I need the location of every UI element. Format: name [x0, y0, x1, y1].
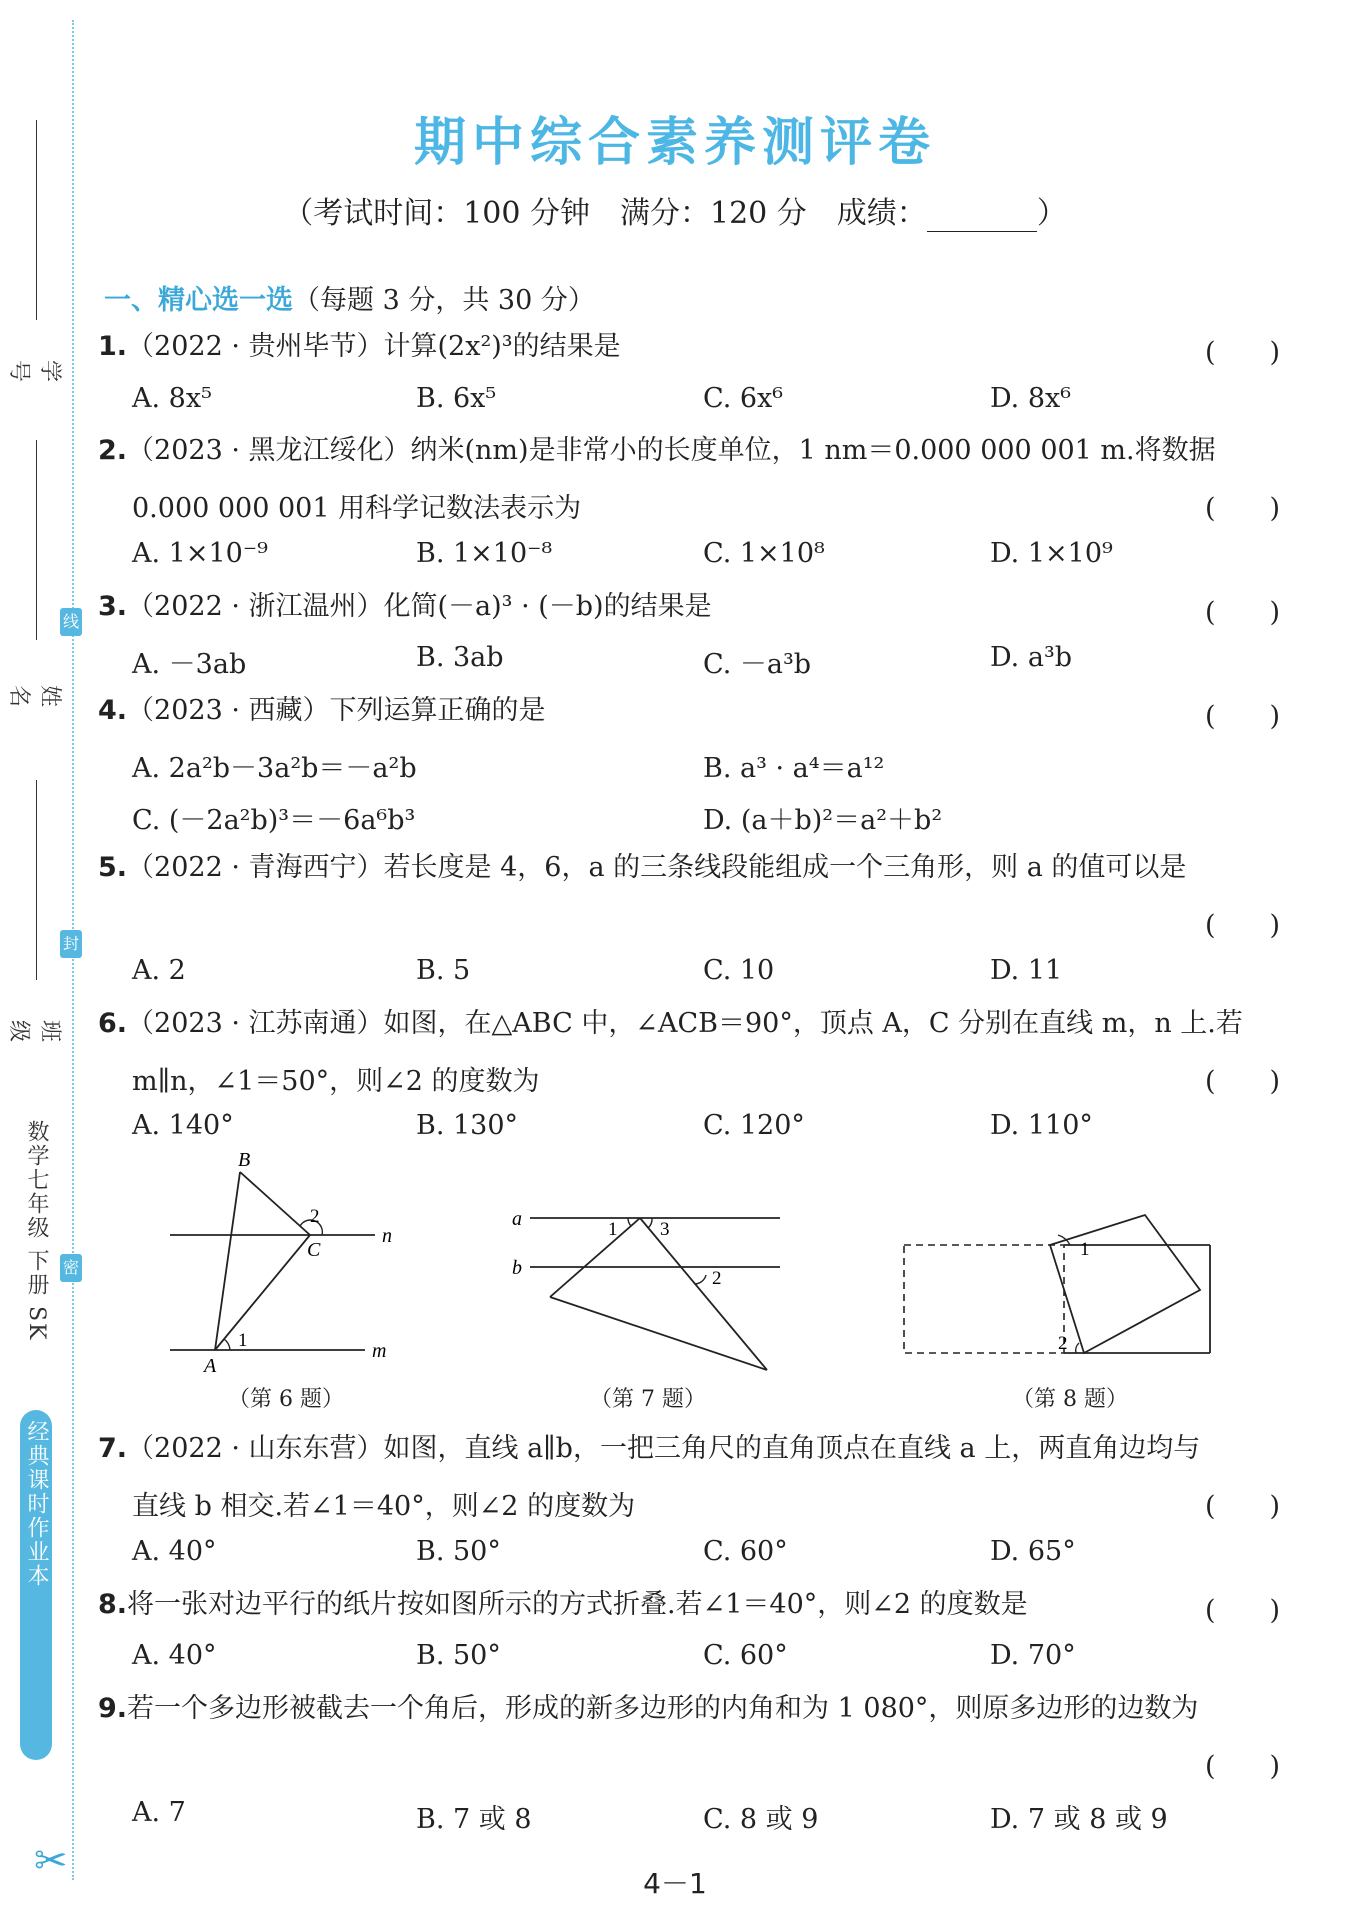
q9-option-a: A. 7	[132, 1797, 186, 1828]
angle-2: 2	[1058, 1333, 1068, 1354]
q6-option-a: A. 140°	[132, 1110, 234, 1141]
q9-option-b: B. 7 或 8	[416, 1804, 532, 1835]
figure-8	[900, 1205, 1220, 1380]
q2-option-c: C. 1×10⁸	[703, 538, 825, 569]
class-label: 班级	[6, 1019, 62, 1042]
question-9	[98, 1692, 1198, 1726]
question-number: 5.	[98, 852, 128, 883]
answer-blank-3[interactable]: ( )	[1205, 597, 1281, 628]
label-B: B	[238, 1150, 251, 1171]
question-text: （2023 · 江苏南通）如图，在△ABC 中，∠ACB＝90°，顶点 A，C 分别在直线 m，n 上.若	[127, 1008, 1243, 1039]
answer-blank-7[interactable]: ( )	[1205, 1491, 1281, 1522]
q3-option-b: B. 3ab	[416, 642, 504, 673]
class-line	[36, 780, 37, 980]
angle-3: 3	[660, 1219, 670, 1240]
question-8	[98, 1588, 1028, 1622]
name-line	[36, 440, 37, 640]
q5-option-a: A. 2	[132, 955, 186, 986]
q6-option-b: B. 130°	[416, 1110, 519, 1141]
answer-blank-2[interactable]: ( )	[1205, 493, 1281, 524]
question-1	[98, 330, 621, 364]
exam-info	[0, 188, 1350, 232]
answer-blank-9[interactable]: ( )	[1205, 1751, 1281, 1782]
q2-option-d: D. 1×10⁹	[990, 538, 1113, 569]
angle-1: 1	[1080, 1239, 1090, 1260]
label-n: n	[382, 1225, 392, 1247]
tag-xian: 线	[60, 608, 82, 636]
q4-option-c: C. (－2a²b)³＝－6a⁶b³	[132, 805, 416, 836]
brand-top-text: 数学七年级 下册 SK	[24, 1120, 49, 1342]
question-7	[98, 1432, 1200, 1466]
exam-info-end: ）	[1036, 196, 1067, 231]
question-6-cont: m∥n，∠1＝50°，则∠2 的度数为	[132, 1066, 540, 1097]
q7-option-c: C. 60°	[703, 1536, 788, 1567]
q4-option-b: B. a³ · a⁴＝a¹²	[703, 753, 885, 784]
question-7-cont: 直线 b 相交.若∠1＝40°，则∠2 的度数为	[132, 1491, 636, 1522]
name-label: 姓名	[6, 684, 62, 707]
question-text: （2022 · 山东东营）如图，直线 a∥b，一把三角尺的直角顶点在直线 a 上，两直角边均与	[127, 1433, 1201, 1464]
q5-option-b: B. 5	[416, 955, 471, 986]
q1-option-c: C. 6x⁶	[703, 383, 784, 414]
q8-option-a: A. 40°	[132, 1640, 217, 1671]
q7-option-d: D. 65°	[990, 1536, 1076, 1567]
answer-blank-5[interactable]: ( )	[1205, 910, 1281, 941]
answer-blank-1[interactable]: ( )	[1205, 337, 1281, 368]
q1-option-a: A. 8x⁵	[132, 383, 212, 414]
label-A: A	[204, 1355, 217, 1377]
tag-feng: 封	[60, 930, 82, 958]
section-title: 一、精心选一选	[104, 285, 293, 316]
label-C: C	[307, 1239, 321, 1261]
q3-option-d: D. a³b	[990, 642, 1073, 673]
question-number: 6.	[98, 1008, 128, 1039]
q2-option-b: B. 1×10⁻⁸	[416, 538, 553, 569]
figure-6-caption: （第 6 题）	[228, 1387, 344, 1412]
question-number: 1.	[98, 331, 128, 362]
q6-option-c: C. 120°	[703, 1110, 805, 1141]
q7-option-b: B. 50°	[416, 1536, 501, 1567]
figure-8-caption: （第 8 题）	[1012, 1387, 1128, 1412]
question-text: 将一张对边平行的纸片按如图所示的方式折叠.若∠1＝40°，则∠2 的度数是	[127, 1589, 1028, 1620]
brand-bottom-text: 经典课时作业本	[24, 1420, 49, 1588]
question-text: （2022 · 浙江温州）化简(－a)³ · (－b)的结果是	[127, 591, 712, 622]
exam-info-text: （考试时间：100 分钟 满分：120 分 成绩：	[283, 196, 927, 231]
question-text: （2022 · 贵州毕节）计算(2x²)³的结果是	[127, 331, 621, 362]
q6-option-d: D. 110°	[990, 1110, 1093, 1141]
score-blank[interactable]	[927, 205, 1037, 232]
q5-option-d: D. 11	[990, 955, 1063, 986]
q1-option-b: B. 6x⁵	[416, 383, 497, 414]
vertical-brand	[20, 1120, 52, 1760]
question-text: （2023 · 黑龙江绥化）纳米(nm)是非常小的长度单位，1 nm＝0.000 000 001 m.将数据	[127, 435, 1216, 466]
figure-7-caption: （第 7 题）	[590, 1387, 706, 1412]
q4-option-a: A. 2a²b－3a²b＝－a²b	[132, 753, 417, 784]
answer-blank-6[interactable]: ( )	[1205, 1066, 1281, 1097]
question-6	[98, 1007, 1243, 1041]
q9-option-d: D. 7 或 8 或 9	[990, 1804, 1168, 1835]
q7-option-a: A. 40°	[132, 1536, 217, 1567]
question-number: 2.	[98, 435, 128, 466]
student-id-label: 学号	[6, 359, 62, 382]
q2-option-a: A. 1×10⁻⁹	[132, 538, 268, 569]
q9-option-c: C. 8 或 9	[703, 1804, 819, 1835]
page-title: 期中综合素养测评卷	[413, 113, 936, 173]
q8-option-d: D. 70°	[990, 1640, 1076, 1671]
page-number: 4－1	[643, 1867, 707, 1900]
q3-option-c: C. －a³b	[703, 649, 812, 680]
question-3	[98, 590, 712, 624]
question-number: 9.	[98, 1693, 128, 1724]
question-2	[98, 434, 1216, 468]
question-number: 7.	[98, 1433, 128, 1464]
angle-2: 2	[712, 1268, 722, 1289]
question-text: 若一个多边形被截去一个角后，形成的新多边形的内角和为 1 080°，则原多边形的边数为	[127, 1693, 1199, 1724]
q8-option-c: C. 60°	[703, 1640, 788, 1671]
angle-1: 1	[238, 1330, 248, 1351]
answer-blank-4[interactable]: ( )	[1205, 701, 1281, 732]
figure-7	[510, 1195, 800, 1385]
figure-6	[160, 1150, 420, 1380]
q8-option-b: B. 50°	[416, 1640, 501, 1671]
angle-2: 2	[310, 1206, 320, 1227]
q5-option-c: C. 10	[703, 955, 775, 986]
question-text: （2023 · 西藏）下列运算正确的是	[127, 695, 546, 726]
question-text: （2022 · 青海西宁）若长度是 4，6，a 的三条线段能组成一个三角形，则 a 的值可以是	[127, 852, 1187, 883]
question-2-cont: 0.000 000 001 用科学记数法表示为	[132, 493, 582, 524]
q1-option-d: D. 8x⁶	[990, 383, 1072, 414]
q3-option-a: A. －3ab	[132, 649, 247, 680]
label-b: b	[512, 1257, 522, 1279]
scissors-icon: ✂	[34, 1838, 68, 1884]
section-note: （每题 3 分，共 30 分）	[293, 285, 595, 316]
binding-margin	[0, 0, 100, 1921]
question-5	[98, 851, 1186, 885]
question-number: 3.	[98, 591, 128, 622]
section-heading	[104, 278, 595, 317]
angle-1: 1	[608, 1219, 618, 1240]
question-number: 8.	[98, 1589, 128, 1620]
answer-blank-8[interactable]: ( )	[1205, 1595, 1281, 1626]
label-m: m	[372, 1340, 387, 1362]
q4-option-d: D. (a＋b)²＝a²＋b²	[703, 805, 943, 836]
label-a: a	[512, 1208, 522, 1230]
question-4	[98, 694, 546, 728]
question-number: 4.	[98, 695, 128, 726]
tag-mi: 密	[60, 1254, 82, 1282]
